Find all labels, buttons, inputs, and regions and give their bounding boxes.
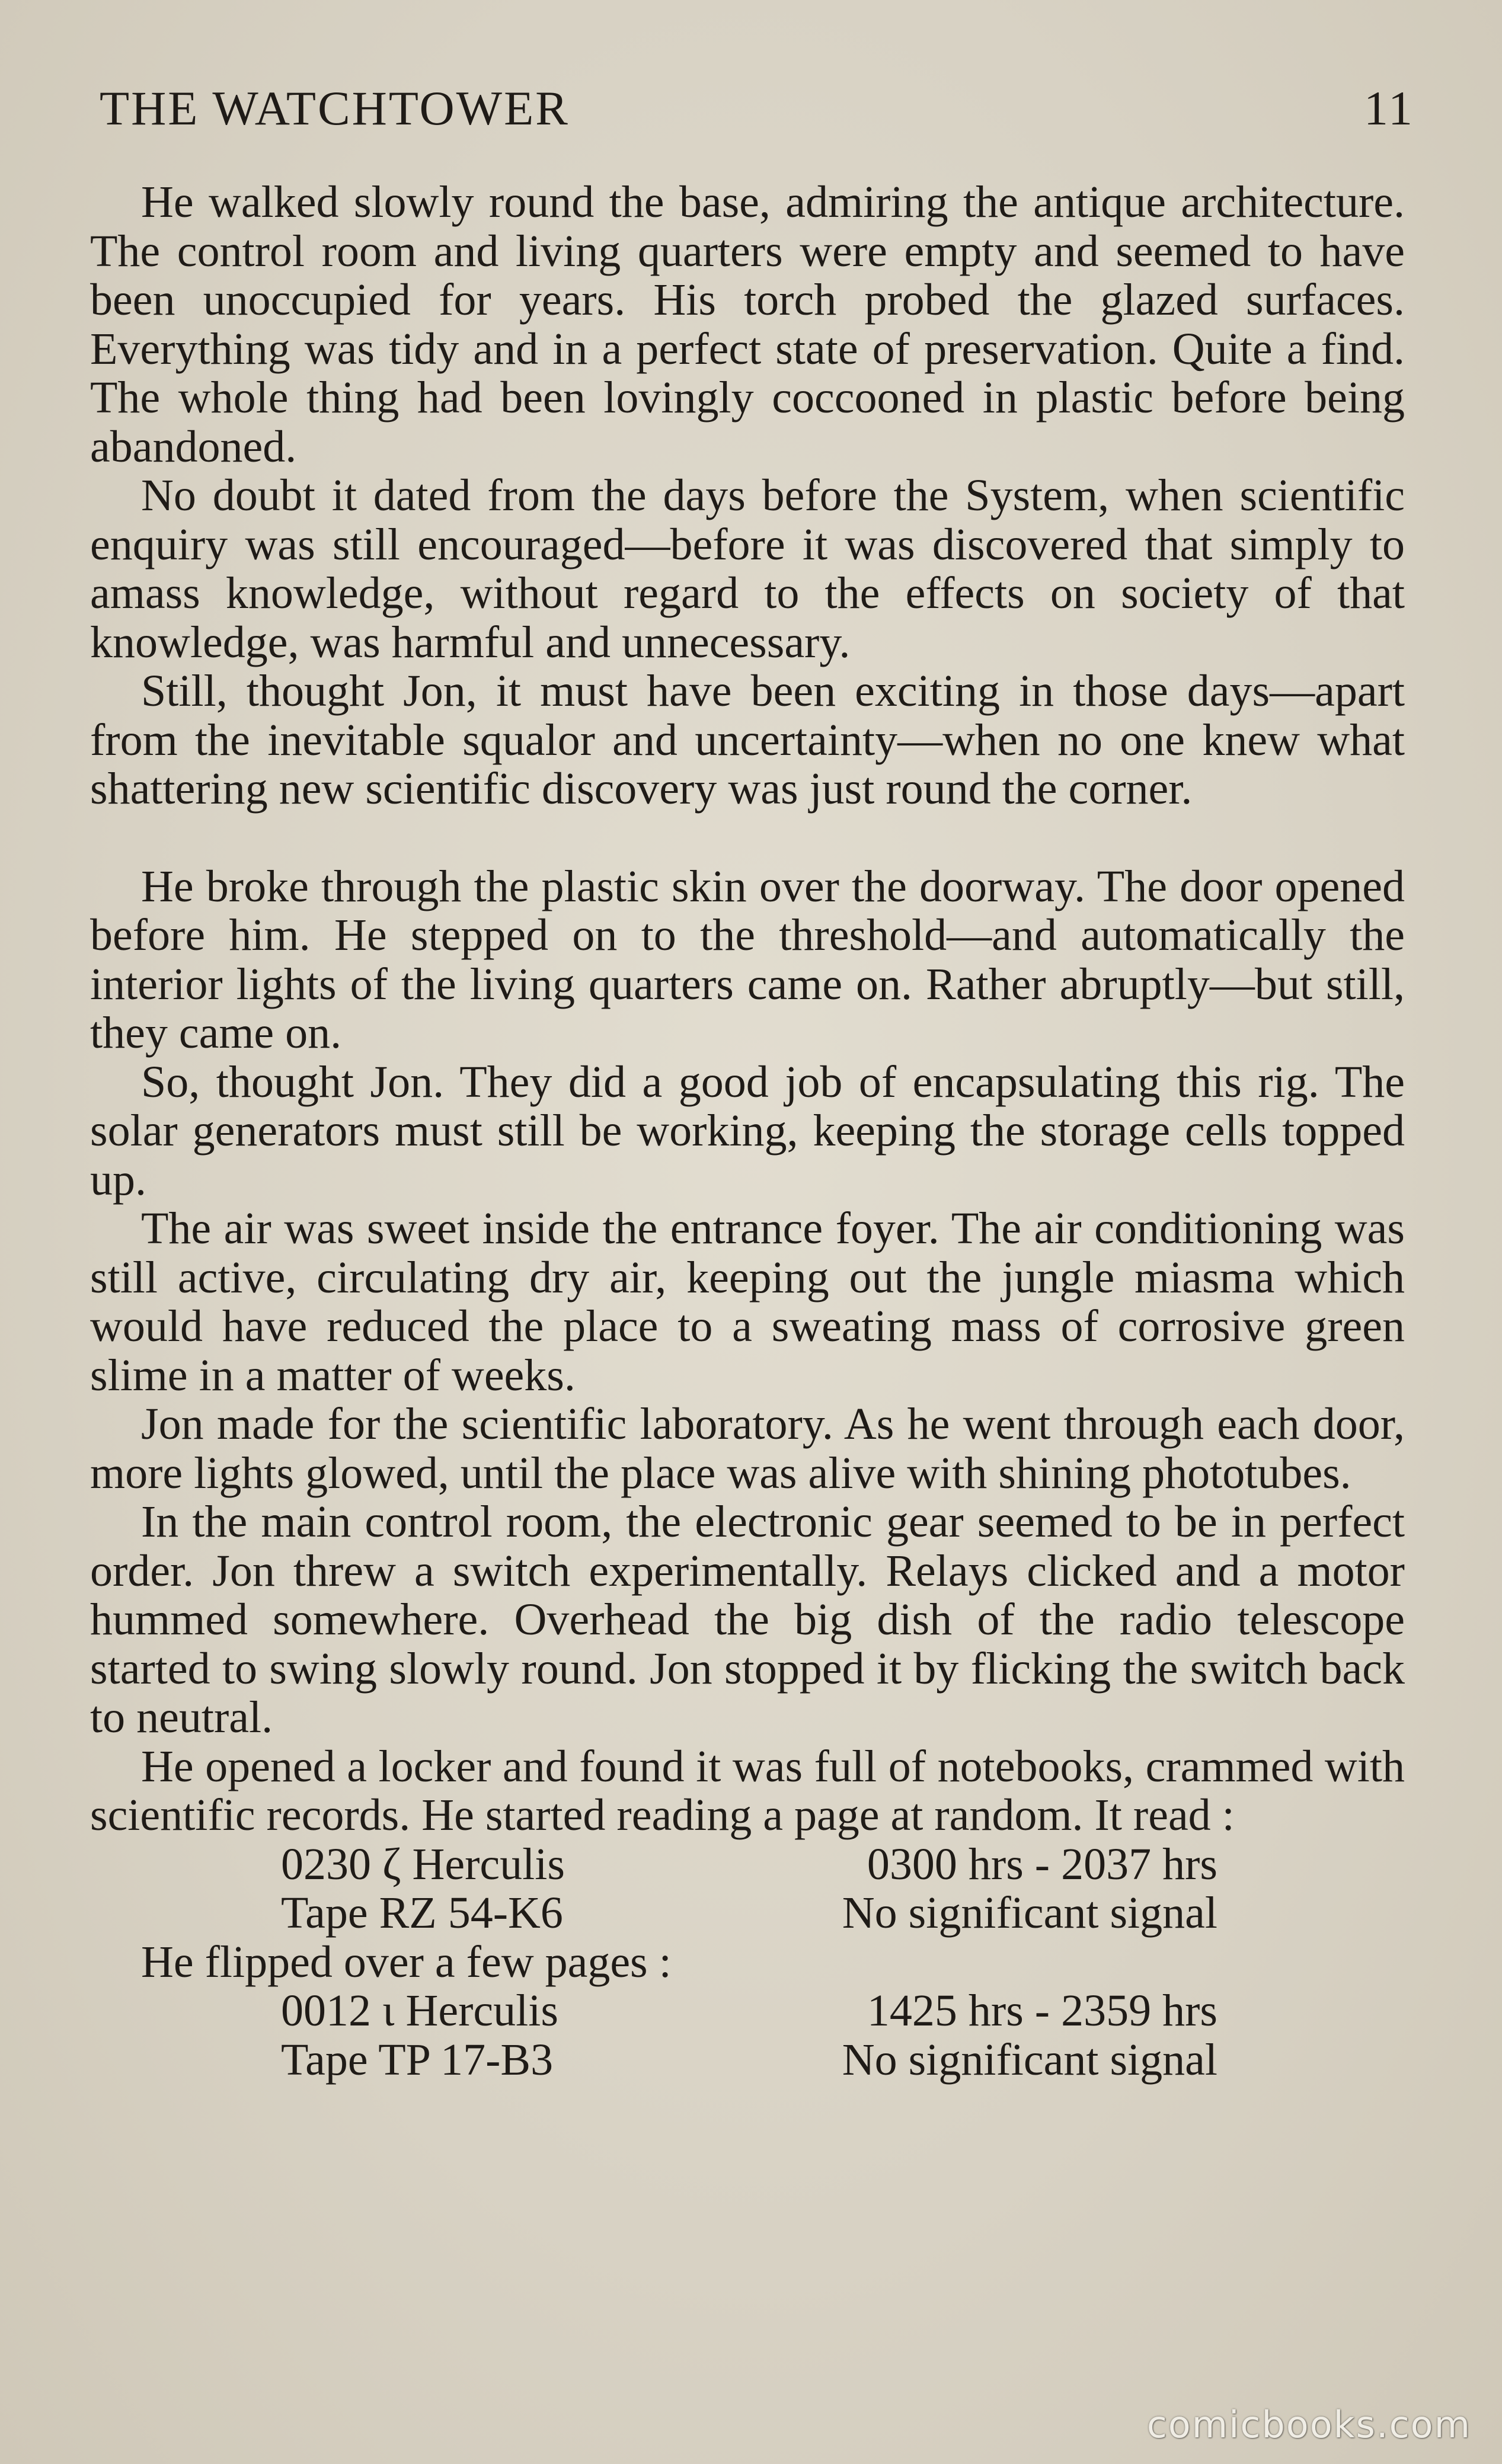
record-target: 0230 ζ Herculis	[281, 1839, 565, 1889]
running-title: THE WATCHTOWER	[100, 81, 570, 135]
interlude-line: He flipped over a few pages :	[141, 1937, 672, 1987]
record-result: No significant signal	[842, 1888, 1217, 1938]
paragraph: Still, thought Jon, it must have been exciting in those days—apart from the inevitable squalor and uncertainty—when no one knew what shattering new scientific discovery was just round the corner.	[90, 666, 1405, 814]
paragraph: The air was sweet inside the entrance foyer. The air conditioning was still active, circulating dry air, keeping out the jungle miasma which would have reduced the place to a sweating mass of corrosive green slime in a matter of weeks.	[90, 1204, 1405, 1400]
record-time: 0300 hrs - 2037 hrs	[867, 1839, 1217, 1889]
notebook-record-1	[281, 1840, 1405, 1938]
paragraph: Jon made for the scientific laboratory. As he went through each door, more lights glowed, until the place was alive with shining phototubes.	[90, 1399, 1405, 1498]
record-time: 1425 hrs - 2359 hrs	[867, 1986, 1217, 2036]
paragraph: So, thought Jon. They did a good job of encapsulating this rig. The solar generators must still be working, keeping the storage cells topped up.	[90, 1057, 1405, 1205]
story-text	[90, 178, 1405, 2084]
paragraph: No doubt it dated from the days before the System, when scientific enquiry was still encouraged—before it was discovered that simply to amass knowledge, without regard to the effects on society of that knowledge, was harmful and unnecessary.	[90, 471, 1405, 667]
record-tape: Tape RZ 54-K6	[281, 1888, 563, 1938]
paragraph: He broke through the plastic skin over the doorway. The door opened before him. He stepped on to the threshold—and automatically the interior lights of the living quarters came on. Rather abruptly—but still, they came on.	[90, 861, 1405, 1058]
paragraph: He opened a locker and found it was full of notebooks, crammed with scientific records. He started reading a page at random. It read :	[90, 1741, 1405, 1840]
watermark: comicbooks.com	[1146, 2403, 1471, 2446]
paragraph: He walked slowly round the base, admiring the antique architecture. The control room and living quarters were empty and seemed to have been unoccupied for years. His torch probed the glazed surfaces. Everything was tidy and in a perfect state of preservation. Quite a find. The whole thing had been lovingly coccooned in plastic before being abandoned.	[90, 177, 1405, 472]
running-head	[100, 76, 1414, 141]
record-tape: Tape TP 17-B3	[281, 2034, 554, 2085]
page-number: 11	[1364, 81, 1414, 135]
paragraph: In the main control room, the electronic gear seemed to be in perfect order. Jon threw a switch experimentally. Relays clicked and a motor hummed somewhere. Overhead the big dish of the radio telescope started to swing slowly round. Jon stopped it by flicking the switch back to neutral.	[90, 1497, 1405, 1742]
record-target: 0012 ι Herculis	[281, 1986, 558, 2036]
notebook-record-2	[281, 1986, 1405, 2084]
record-result: No significant signal	[842, 2034, 1217, 2085]
